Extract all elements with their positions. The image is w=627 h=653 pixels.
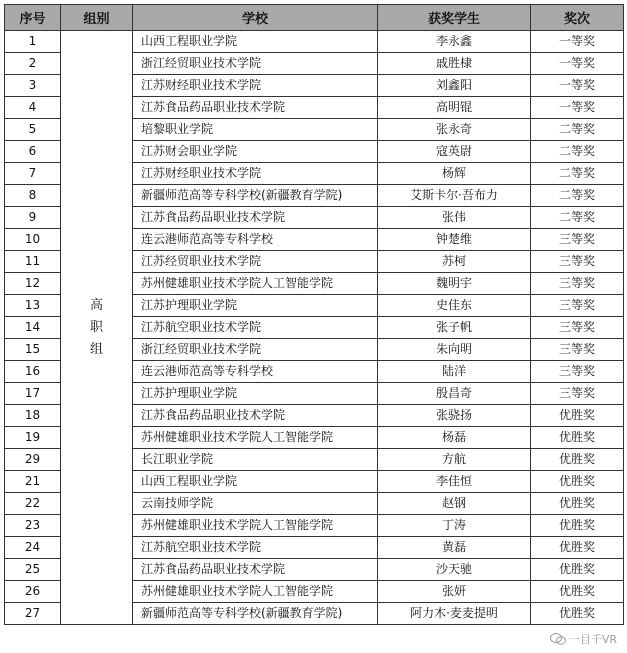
cell-student: 李佳恒 bbox=[378, 471, 531, 493]
cell-index: 21 bbox=[5, 471, 61, 493]
cell-index: 13 bbox=[5, 295, 61, 317]
cell-school: 江苏财会职业学院 bbox=[133, 141, 378, 163]
cell-award: 一等奖 bbox=[531, 31, 624, 53]
cell-award: 优胜奖 bbox=[531, 581, 624, 603]
cell-award: 三等奖 bbox=[531, 317, 624, 339]
cell-school: 江苏食品药品职业技术学院 bbox=[133, 559, 378, 581]
cell-index: 2 bbox=[5, 53, 61, 75]
group-cell bbox=[61, 31, 133, 625]
cell-index: 15 bbox=[5, 339, 61, 361]
cell-school: 江苏食品药品职业技术学院 bbox=[133, 405, 378, 427]
cell-student: 张妍 bbox=[378, 581, 531, 603]
cell-school: 江苏护理职业学院 bbox=[133, 383, 378, 405]
cell-award: 优胜奖 bbox=[531, 537, 624, 559]
cell-award: 二等奖 bbox=[531, 185, 624, 207]
cell-student: 张子帆 bbox=[378, 317, 531, 339]
cell-index: 6 bbox=[5, 141, 61, 163]
watermark bbox=[550, 631, 617, 647]
cell-award: 三等奖 bbox=[531, 383, 624, 405]
cell-award: 优胜奖 bbox=[531, 449, 624, 471]
cell-award: 三等奖 bbox=[531, 361, 624, 383]
cell-student: 张伟 bbox=[378, 207, 531, 229]
table-header bbox=[5, 5, 624, 31]
group-label-char: 高 bbox=[89, 297, 103, 313]
cell-award: 三等奖 bbox=[531, 295, 624, 317]
cell-school: 江苏航空职业技术学院 bbox=[133, 537, 378, 559]
cell-index: 16 bbox=[5, 361, 61, 383]
cell-student: 丁涛 bbox=[378, 515, 531, 537]
cell-award: 三等奖 bbox=[531, 251, 624, 273]
cell-school: 浙江经贸职业技术学院 bbox=[133, 339, 378, 361]
cell-school: 山西工程职业学院 bbox=[133, 471, 378, 493]
cell-school: 云南技师学院 bbox=[133, 493, 378, 515]
cell-index: 26 bbox=[5, 581, 61, 603]
cell-award: 一等奖 bbox=[531, 53, 624, 75]
wechat-icon bbox=[550, 633, 566, 645]
cell-student: 李永鑫 bbox=[378, 31, 531, 53]
header-index: 序号 bbox=[5, 5, 61, 31]
cell-student: 朱向明 bbox=[378, 339, 531, 361]
cell-student: 钟楚维 bbox=[378, 229, 531, 251]
cell-student: 方航 bbox=[378, 449, 531, 471]
cell-student: 高明锟 bbox=[378, 97, 531, 119]
cell-index: 11 bbox=[5, 251, 61, 273]
cell-award: 优胜奖 bbox=[531, 471, 624, 493]
cell-school: 连云港师范高等专科学校 bbox=[133, 229, 378, 251]
cell-student: 黄磊 bbox=[378, 537, 531, 559]
cell-award: 优胜奖 bbox=[531, 559, 624, 581]
table-row bbox=[5, 31, 624, 53]
cell-school: 苏州健雄职业技术学院人工智能学院 bbox=[133, 581, 378, 603]
cell-student: 张骁扬 bbox=[378, 405, 531, 427]
header-student: 获奖学生 bbox=[378, 5, 531, 31]
cell-student: 沙天驰 bbox=[378, 559, 531, 581]
cell-index: 22 bbox=[5, 493, 61, 515]
cell-index: 1 bbox=[5, 31, 61, 53]
header-award: 奖次 bbox=[531, 5, 624, 31]
cell-student: 苏柯 bbox=[378, 251, 531, 273]
cell-index: 25 bbox=[5, 559, 61, 581]
cell-school: 连云港师范高等专科学校 bbox=[133, 361, 378, 383]
cell-award: 三等奖 bbox=[531, 273, 624, 295]
cell-index: 18 bbox=[5, 405, 61, 427]
cell-school: 江苏财经职业技术学院 bbox=[133, 75, 378, 97]
cell-school: 山西工程职业学院 bbox=[133, 31, 378, 53]
cell-index: 10 bbox=[5, 229, 61, 251]
cell-index: 14 bbox=[5, 317, 61, 339]
awards-table bbox=[4, 4, 624, 625]
cell-index: 4 bbox=[5, 97, 61, 119]
cell-student: 阿力木·麦麦提明 bbox=[378, 603, 531, 625]
cell-index: 7 bbox=[5, 163, 61, 185]
cell-index: 24 bbox=[5, 537, 61, 559]
cell-award: 二等奖 bbox=[531, 119, 624, 141]
header-row bbox=[5, 5, 624, 31]
watermark-text: 一目千VR bbox=[568, 633, 617, 646]
cell-student: 张永奇 bbox=[378, 119, 531, 141]
cell-index: 12 bbox=[5, 273, 61, 295]
cell-award: 优胜奖 bbox=[531, 405, 624, 427]
results-table-container bbox=[4, 4, 624, 625]
cell-student: 杨磊 bbox=[378, 427, 531, 449]
cell-index: 29 bbox=[5, 449, 61, 471]
cell-school: 江苏航空职业技术学院 bbox=[133, 317, 378, 339]
header-group: 组别 bbox=[61, 5, 133, 31]
cell-index: 23 bbox=[5, 515, 61, 537]
cell-award: 三等奖 bbox=[531, 339, 624, 361]
cell-school: 新疆师范高等专科学校(新疆教育学院) bbox=[133, 185, 378, 207]
cell-student: 寇英尉 bbox=[378, 141, 531, 163]
cell-award: 二等奖 bbox=[531, 207, 624, 229]
group-label-char: 职 bbox=[89, 319, 103, 335]
cell-index: 8 bbox=[5, 185, 61, 207]
cell-index: 17 bbox=[5, 383, 61, 405]
cell-student: 杨辉 bbox=[378, 163, 531, 185]
group-label-char: 组 bbox=[89, 341, 103, 357]
cell-award: 优胜奖 bbox=[531, 603, 624, 625]
cell-school: 苏州健雄职业技术学院人工智能学院 bbox=[133, 427, 378, 449]
cell-school: 新疆师范高等专科学校(新疆教育学院) bbox=[133, 603, 378, 625]
cell-student: 殷昌奇 bbox=[378, 383, 531, 405]
cell-student: 赵钢 bbox=[378, 493, 531, 515]
cell-student: 戚胜棣 bbox=[378, 53, 531, 75]
cell-student: 史佳东 bbox=[378, 295, 531, 317]
cell-school: 培黎职业学院 bbox=[133, 119, 378, 141]
cell-student: 陆洋 bbox=[378, 361, 531, 383]
cell-school: 江苏财经职业技术学院 bbox=[133, 163, 378, 185]
cell-school: 江苏食品药品职业技术学院 bbox=[133, 207, 378, 229]
cell-index: 27 bbox=[5, 603, 61, 625]
cell-award: 一等奖 bbox=[531, 75, 624, 97]
cell-award: 优胜奖 bbox=[531, 493, 624, 515]
cell-index: 3 bbox=[5, 75, 61, 97]
cell-award: 优胜奖 bbox=[531, 427, 624, 449]
cell-school: 浙江经贸职业技术学院 bbox=[133, 53, 378, 75]
cell-index: 19 bbox=[5, 427, 61, 449]
cell-student: 魏明宇 bbox=[378, 273, 531, 295]
cell-school: 江苏经贸职业技术学院 bbox=[133, 251, 378, 273]
cell-school: 江苏护理职业学院 bbox=[133, 295, 378, 317]
cell-index: 5 bbox=[5, 119, 61, 141]
cell-award: 三等奖 bbox=[531, 229, 624, 251]
cell-index: 9 bbox=[5, 207, 61, 229]
cell-award: 优胜奖 bbox=[531, 515, 624, 537]
cell-school: 苏州健雄职业技术学院人工智能学院 bbox=[133, 515, 378, 537]
header-school: 学校 bbox=[133, 5, 378, 31]
cell-award: 二等奖 bbox=[531, 163, 624, 185]
cell-student: 艾斯卡尔·吾布力 bbox=[378, 185, 531, 207]
cell-student: 刘鑫阳 bbox=[378, 75, 531, 97]
cell-school: 苏州健雄职业技术学院人工智能学院 bbox=[133, 273, 378, 295]
cell-school: 长江职业学院 bbox=[133, 449, 378, 471]
cell-school: 江苏食品药品职业技术学院 bbox=[133, 97, 378, 119]
cell-award: 一等奖 bbox=[531, 97, 624, 119]
table-body bbox=[5, 31, 624, 625]
cell-award: 二等奖 bbox=[531, 141, 624, 163]
